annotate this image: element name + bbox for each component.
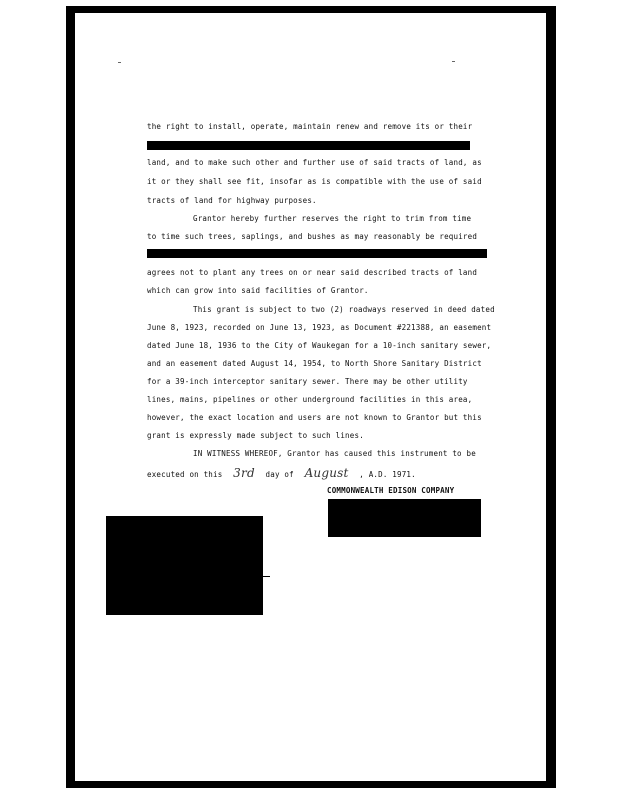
redaction-block [106, 516, 263, 615]
body-line: however, the exact location and users are not known to Grantor but this [147, 413, 482, 422]
body-line: land, and to make such other and further use of said tracts of land, as [147, 158, 482, 167]
body-line: lines, mains, pipelines or other underground facilities in this area, [147, 395, 473, 404]
body-line: tracts of land for highway purposes. [147, 196, 317, 205]
page-border-top [66, 6, 556, 13]
body-line: June 8, 1923, recorded on June 13, 1923, as Document #221388, an easement [147, 323, 492, 332]
scan-speck [452, 61, 455, 62]
body-line: agrees not to plant any trees on or near said described tracts of land [147, 268, 478, 277]
execution-prefix: executed on this [147, 470, 223, 479]
redaction-bar [147, 141, 470, 150]
body-line: This grant is subject to two (2) roadways reserved in deed dated [193, 305, 495, 314]
body-line: it or they shall see fit, insofar as is compatible with the use of said [147, 177, 482, 186]
redaction-bar [147, 249, 487, 258]
body-line: for a 39-inch interceptor sanitary sewer. There may be other utility [147, 377, 468, 386]
handwritten-day: 3rd [233, 466, 255, 480]
body-line: to time such trees, saplings, and bushes as may reasonably be required [147, 232, 478, 241]
body-line: dated June 18, 1936 to the City of Waukegan for a 10-inch sanitary sewer, [147, 341, 492, 350]
redaction-mark [262, 576, 270, 577]
body-line: grant is expressly made subject to such lines. [147, 431, 364, 440]
handwritten-month: August [304, 466, 349, 480]
execution-day-of: day of [265, 470, 294, 479]
body-line: the right to install, operate, maintain renew and remove its or their [147, 122, 473, 131]
company-name: COMMONWEALTH EDISON COMPANY [327, 486, 455, 495]
page-border-left [66, 6, 75, 788]
page-border-bottom [66, 781, 556, 788]
execution-year: , A.D. 1971. [359, 470, 416, 479]
body-line: which can grow into said facilities of Grantor. [147, 286, 369, 295]
body-line: and an easement dated August 14, 1954, to North Shore Sanitary District [147, 359, 482, 368]
body-line: Grantor hereby further reserves the right to trim from time [193, 214, 472, 223]
execution-line [147, 466, 416, 480]
page-border-right [546, 6, 556, 788]
witness-line: IN WITNESS WHEREOF, Grantor has caused this instrument to be [193, 449, 476, 458]
scan-speck [118, 62, 121, 63]
redaction-block [328, 499, 481, 537]
